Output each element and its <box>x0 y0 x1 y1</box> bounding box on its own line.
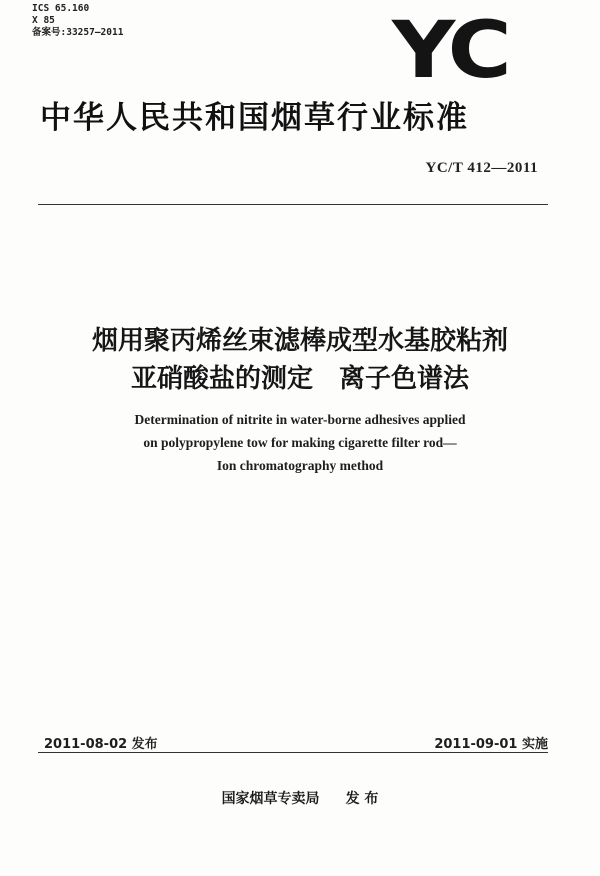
publish-label: 发 布 <box>345 791 379 807</box>
chinese-title-line-1: 烟用聚丙烯丝束滤棒成型水基胶粘剂 <box>91 326 508 356</box>
industry-standard-title: 中华人民共和国烟草行业标准 <box>40 100 469 136</box>
classification-block <box>32 3 123 39</box>
bottom-divider <box>38 752 548 753</box>
yc-logo: YC <box>392 6 508 96</box>
issue-date: 2011-08-02 发布 <box>44 737 158 752</box>
english-title-line-2: on polypropylene tow for making cigarette filter rod— <box>143 435 457 450</box>
english-title-line-1: Determination of nitrite in water-borne adhesives applied <box>134 412 466 427</box>
category-code: X 85 <box>32 15 55 26</box>
filing-number: 备案号:33257—2011 <box>32 27 124 38</box>
publisher-line <box>0 788 600 808</box>
publisher-name: 国家烟草专卖局 <box>221 791 320 807</box>
standard-code: YC/T 412—2011 <box>425 160 538 176</box>
top-divider <box>38 204 548 205</box>
english-title-line-3: Ion chromatography method <box>216 458 384 473</box>
chinese-title-line-2: 亚硝酸盐的测定 离子色谱法 <box>130 364 469 394</box>
ics-code: ICS 65.160 <box>32 3 90 14</box>
effective-date: 2011-09-01 实施 <box>434 737 548 752</box>
